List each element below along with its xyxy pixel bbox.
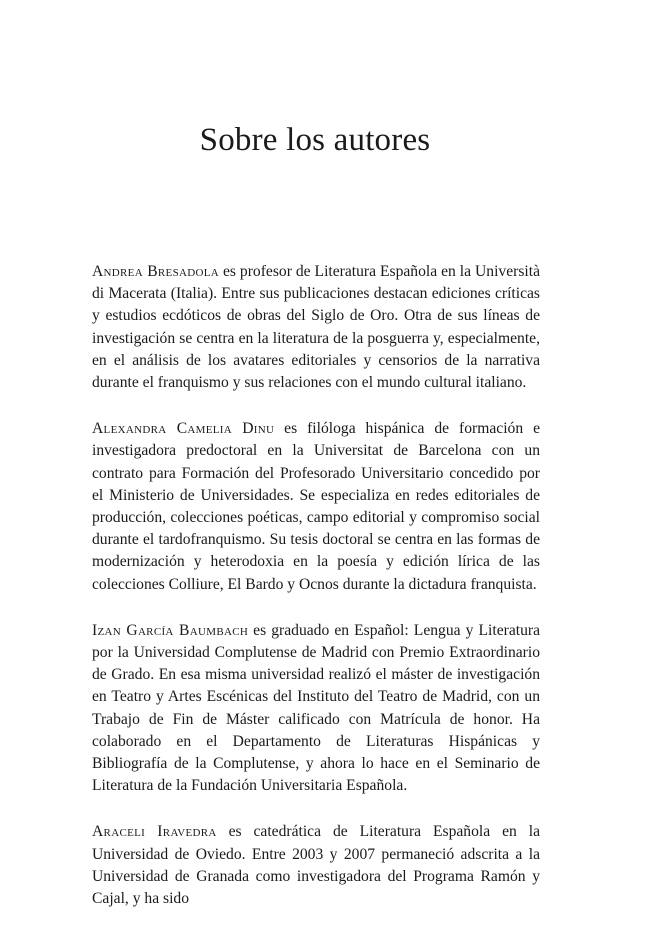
author-bio	[92, 620, 540, 798]
author-name: Alexandra Camelia Dinu	[92, 420, 275, 438]
author-bio-text: es filóloga hispánica de formación e investigadora predoctoral en la Universitat de Barcelona con un contrato para Formación del Profesorado Universitario concedido por el Ministerio de Universidades. Se especializa en redes editoriales de producción, colecciones poéticas, campo editorial y compromiso social durante el tardofranquismo. Su tesis doctoral se centra en las formas de modernización y heterodoxia en la poesía y edición lírica de las colecciones Colliure, El Bardo y Ocnos durante la dictadura franquista.	[92, 420, 540, 593]
author-name: Izan García Baumbach	[92, 621, 249, 639]
author-bio	[92, 418, 540, 596]
bios-section	[92, 261, 540, 934]
author-bio	[92, 821, 540, 910]
page-title: Sobre los autores	[199, 122, 431, 158]
author-bio	[92, 261, 540, 394]
author-name: Araceli Iravedra	[92, 823, 217, 841]
author-bio-text: es catedrática de Literatura Española en la Universidad de Oviedo. Entre 2003 y 2007 permaneció adscrita a la Universidad de Granada como investigadora del Programa Ramón y Cajal, y ha sido	[92, 823, 540, 908]
author-name: Andrea Bresadola	[92, 263, 219, 280]
author-bio-text: es graduado en Español: Lengua y Literatura por la Universidad Complutense de Madrid con Premio Extraordinario de Grado. En esa misma universidad realizó el máster de investigación en Teatro y Artes Escénicas del Instituto del Teatro de Madrid, con un Trabajo de Fin de Máster calificado con Matrícula de honor. Ha colaborado en el Departamento de Literaturas Hispánicas y Bibliografía de la Complutense, y ahora lo hace en el Seminario de Literatura de la Fundación Universitaria Española.	[92, 621, 540, 795]
author-bio-text: es profesor de Literatura Española en la Università di Macerata (Italia). Entre sus publicaciones destacan ediciones críticas y estudios ecdóticos de obras del Siglo de Oro. Otra de sus líneas de investigación se centra en la literatura de la posguerra y, especialmente, en el análisis de los avatares editoriales y censorios de la narrativa durante el franquismo y sus relaciones con el mundo cultural italiano.	[92, 263, 540, 392]
